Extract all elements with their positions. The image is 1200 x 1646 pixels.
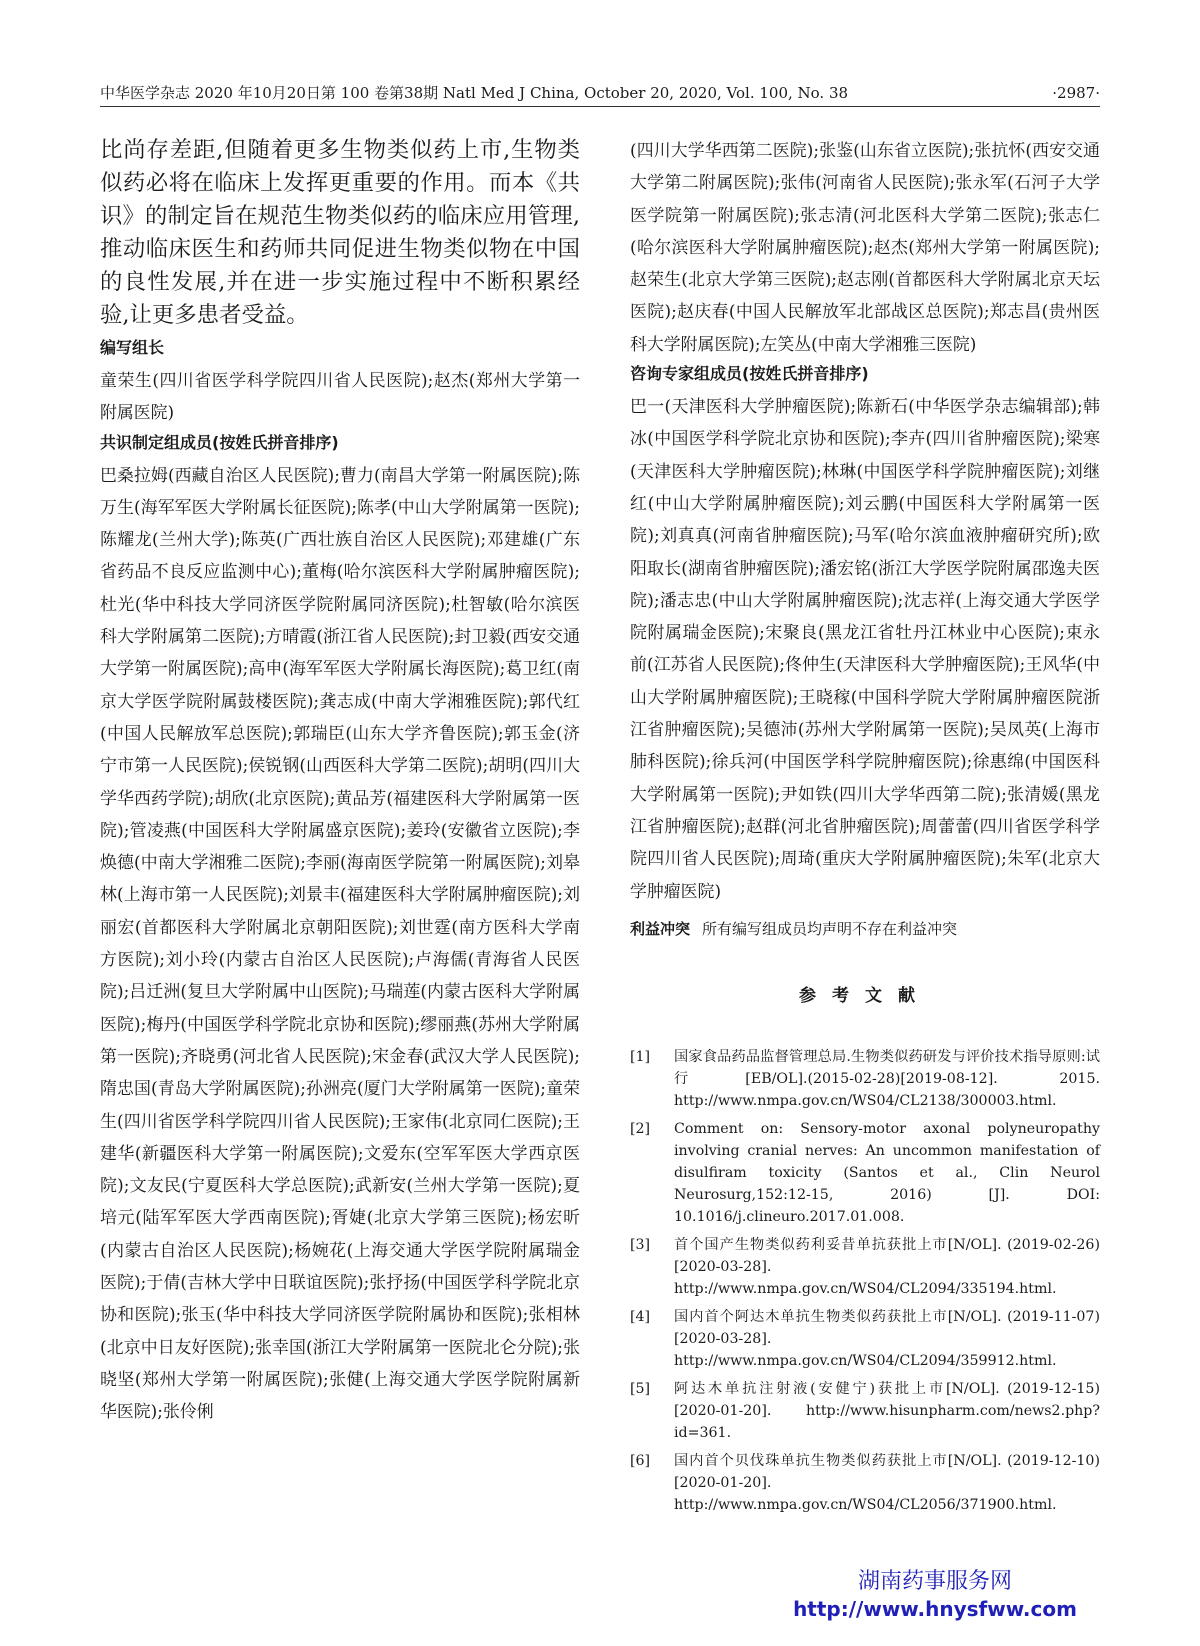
reference-item [630,1450,1100,1516]
writing-group-title: 编写组长 [100,338,165,357]
reference-item [630,1378,1100,1444]
members-body: 巴桑拉姆(西藏自治区人民医院);曹力(南昌大学第一附属医院);陈万生(海军军医大学附属长征医院);陈孝(中山大学附属第一医院);陈耀龙(兰州大学);陈英(广西壮族自治区人民医院);邓建雄(广东省药品不良反应监测中心);董梅(哈尔滨医科大学附属肿瘤医院);杜光(华中科技大学同济医学院附属同济医院);杜智敏(哈尔滨医科大学附属第二医院);方晴霞(浙江省人民医院);封卫毅(西安交通大学第一附属医院);高申(海军军医大学附属长海医院);葛卫红(南京大学医学院附属鼓楼医院);龚志成(中南大学湘雅医院);郭代红(中国人民解放军总医院);郭瑞臣(山东大学齐鲁医院);郭玉金(济宁市第一人民医院);侯锐钢(山西医科大学第二医院);胡明(四川大学华西药学院);胡欣(北京医院);黄品芳(福建医科大学附属第一医院);管凌燕(中国医科大学附属盛京医院);姜玲(安徽省立医院);李焕德(中南大学湘雅二医院);李丽(海南医学院第一附属医院);刘皋林(上海市第一人民医院);刘景丰(福建医科大学附属肿瘤医院);刘丽宏(首都医科大学附属北京朝阳医院);刘世霆(南方医科大学南方医院);刘小玲(内蒙古自治区人民医院);卢海儒(青海省人民医院);吕迁洲(复旦大学附属中山医院);马瑞莲(内蒙古医科大学附属医院);梅丹(中国医学科学院北京协和医院);缪丽燕(苏州大学附属第一医院);齐晓勇(河北省人民医院);宋金春(武汉大学人民医院);隋忠国(青岛大学附属医院);孙洲亮(厦门大学附属第一医院);童荣生(四川省医学科学院四川省人民医院);王家伟(北京同仁医院);王建华(新疆医科大学第一附属医院);文爱东(空军军医大学西京医院);文友民(宁夏医科大学总医院);武新安(兰州大学第一医院);夏培元(陆军军医大学西南医院);胥婕(北京大学第三医院);杨宏昕(内蒙古自治区人民医院);杨婉花(上海交通大学医学院附属瑞金医院);于倩(吉林大学中日联谊医院);张抒扬(中国医学科学院北京协和医院);张玉(华中科技大学同济医学院附属协和医院);张相林(北京中日友好医院);张幸国(浙江大学附属第一医院北仑分院);张晓坚(郑州大学第一附属医院);张健(上海交通大学医学院附属新华医院);张伶俐 [100,464,580,1422]
watermark-url[interactable]: http://www.hnysfww.com [793,1597,1077,1621]
reference-text: 首个国产生物类似药利妥昔单抗获批上市[N/OL]. (2019-02-26)[2020-03-28]. http://www.nmpa.gov.cn/WS04/CL2094/335194.html. [674,1236,1100,1297]
site-watermark [770,1568,1100,1622]
members-body-continued: (四川大学华西第二医院);张鉴(山东省立医院);张抗怀(西安交通大学第二附属医院);张伟(河南省人民医院);张永军(石河子大学医学院第一附属医院);张志清(河北医科大学第二医院);张志仁(哈尔滨医科大学附属肿瘤医院);赵杰(郑州大学第一附属医院);赵荣生(北京大学第三医院);赵志刚(首都医科大学附属北京天坛医院);赵庆春(中国人民解放军北部战区总医院);郑志昌(贵州医科大学附属医院);左笑丛(中南大学湘雅三医院) [630,140,1100,354]
closing-paragraph: 比尚存差距,但随着更多生物类似药上市,生物类似药必将在临床上发挥更重要的作用。而本《共识》的制定旨在规范生物类似药的临床应用管理,推动临床医生和药师共同促进生物类似物在中国的良性发展,并在进一步实施过程中不断积累经验,让更多患者受益。 [100,137,580,328]
reference-text: 国家食品药品监督管理总局.生物类似药研发与评价技术指导原则:试行[EB/OL].(2015-02-28)[2019-08-12]. 2015. http://www.nmpa.gov.cn/WS04/CL2138/300003.html. [674,1048,1100,1109]
reference-item [630,1118,1100,1228]
reference-number: [5] [630,1380,651,1397]
reference-list [630,1046,1100,1516]
watermark-name: 湖南药事服务网 [857,1569,1012,1594]
left-column [100,134,580,1428]
reference-text: 阿达木单抗注射液(安健宁)获批上市[N/OL]. (2019-12-15) [2020-01-20]. http://www.hisunpharm.com/news2.php?id=361. [674,1380,1100,1441]
coi-label: 利益冲突 [630,919,691,938]
experts-body: 巴一(天津医科大学肿瘤医院);陈新石(中华医学杂志编辑部);韩冰(中国医学科学院北京协和医院);李卉(四川省肿瘤医院);梁寒(天津医科大学肿瘤医院);林琳(中国医学科学院肿瘤医院);刘继红(中山大学附属肿瘤医院);刘云鹏(中国医科大学附属第一医院);刘真真(河南省肿瘤医院);马军(哈尔滨血液肿瘤研究所);欧阳取长(湖南省肿瘤医院);潘宏铭(浙江大学医学院附属邵逸夫医院);潘志忠(中山大学附属肿瘤医院);沈志祥(上海交通大学医学院附属瑞金医院);宋聚良(黑龙江省牡丹江林业中心医院);束永前(江苏省人民医院);佟仲生(天津医科大学肿瘤医院);王风华(中山大学附属肿瘤医院);王晓稼(中国科学院大学附属肿瘤医院浙江省肿瘤医院);吴德沛(苏州大学附属第一医院);吴凤英(上海市肺科医院);徐兵河(中国医学科学院肿瘤医院);徐惠绵(中国医科大学附属第一医院);尹如铁(四川大学华西第二院);张清媛(黑龙江省肿瘤医院);赵群(河北省肿瘤医院);周蕾蕾(四川省医学科学院四川省人民医院);周琦(重庆大学附属肿瘤医院);朱军(北京大学肿瘤医院) [630,396,1100,901]
reference-number: [1] [630,1048,651,1065]
reference-text: 国内首个阿达木单抗生物类似药获批上市[N/OL]. (2019-11-07)[2020-03-28]. http://www.nmpa.gov.cn/WS04/CL2094/359912.html. [674,1308,1100,1369]
coi-text: 所有编写组成员均声明不存在利益冲突 [702,919,958,938]
experts-title: 咨询专家组成员(按姓氏拼音排序) [630,364,869,384]
reference-number: [6] [630,1452,651,1469]
journal-citation: 中华医学杂志 2020 年10月20日第 100 卷第38期 Natl Med J China, October 20, 2020, Vol. 100, No. 38 [100,84,849,102]
page-number: ·2987· [1052,84,1100,102]
writing-group-body: 童荣生(四川省医学科学院四川省人民医院);赵杰(郑州大学第一附属医院) [100,370,580,423]
reference-item [630,1234,1100,1300]
reference-number: [2] [630,1120,651,1137]
reference-text: Comment on: Sensory-motor axonal polyneuropathy involving cranial nerves: An uncommon manifestation of disulfiram toxicity (Santos et al., Clin Neurol Neurosurg,152:12-15, 2016) [J]. DOI: 10.1016/j.clineuro.2017.01.008. [674,1120,1100,1225]
reference-text: 国内首个贝伐珠单抗生物类似药获批上市[N/OL]. (2019-12-10)[2020-01-20]. http://www.nmpa.gov.cn/WS04/CL2056/371900.html. [674,1452,1100,1513]
right-column [630,134,1100,1522]
references-heading: 参考文献 [799,985,931,1006]
running-header [100,82,1100,107]
reference-item [630,1306,1100,1372]
reference-item [630,1046,1100,1112]
members-title: 共识制定组成员(按姓氏拼音排序) [100,432,339,452]
reference-number: [4] [630,1308,651,1325]
reference-number: [3] [630,1236,651,1253]
conflict-of-interest [630,917,1100,941]
